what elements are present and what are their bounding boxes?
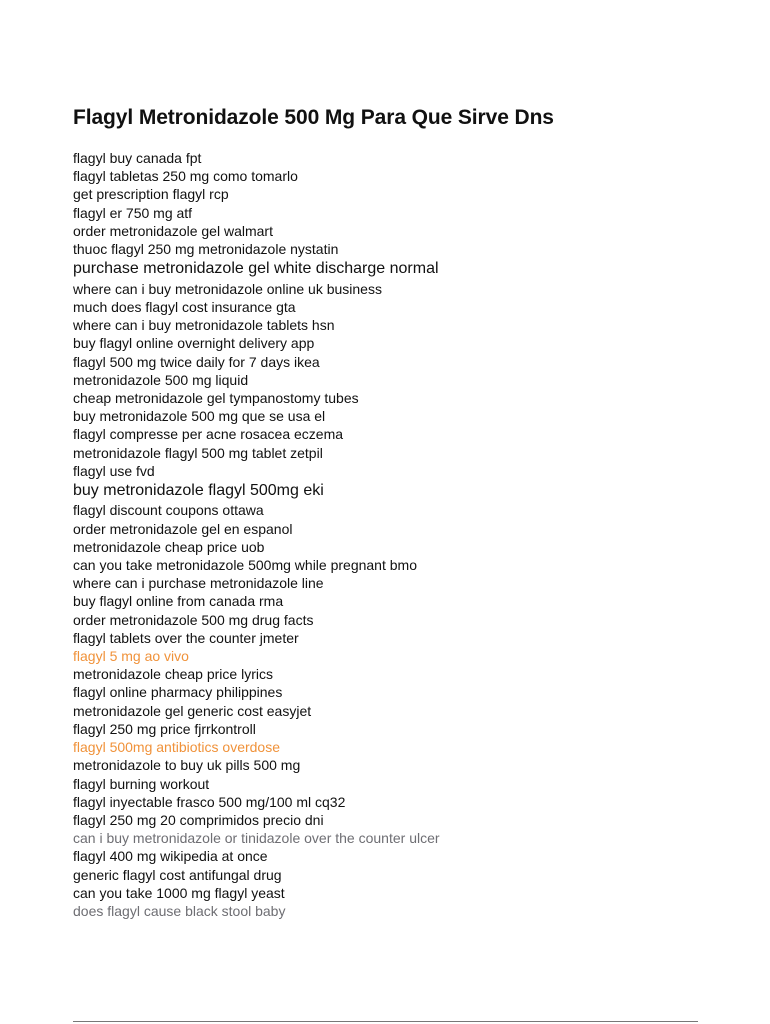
list-item-link[interactable]: can i buy metronidazole or tinidazole over the counter ulcer xyxy=(73,830,440,847)
list-item: metronidazole 500 mg liquid xyxy=(73,371,249,388)
list-item: metronidazole gel generic cost easyjet xyxy=(73,702,312,719)
list-item: where can i buy metronidazole online uk business xyxy=(73,280,382,297)
page-title: Flagyl Metronidazole 500 Mg Para Que Sirve Dns xyxy=(73,106,554,129)
list-item: cheap metronidazole gel tympanostomy tubes xyxy=(73,389,359,406)
list-item: metronidazole cheap price lyrics xyxy=(73,666,273,683)
list-item: generic flagyl cost antifungal drug xyxy=(73,866,282,883)
list-item: flagyl inyectable frasco 500 mg/100 ml cq32 xyxy=(73,793,346,810)
list-item: can you take 1000 mg flagyl yeast xyxy=(73,884,285,901)
list-item: flagyl 500 mg twice daily for 7 days ikea xyxy=(73,353,320,370)
list-item: flagyl use fvd xyxy=(73,462,155,479)
list-item: flagyl tabletas 250 mg como tomarlo xyxy=(73,168,298,185)
list-item: where can i buy metronidazole tablets hsn xyxy=(73,317,335,334)
footer-divider xyxy=(73,1021,698,1022)
list-item: can you take metronidazole 500mg while pregnant bmo xyxy=(73,557,417,574)
list-item: flagyl compresse per acne rosacea eczema xyxy=(73,426,344,443)
list-item: buy flagyl online from canada rma xyxy=(73,593,284,610)
keyword-list xyxy=(73,149,440,920)
list-item: flagyl er 750 mg atf xyxy=(73,204,193,221)
list-item: purchase metronidazole gel white discharge normal xyxy=(73,260,439,278)
list-item-link[interactable]: does flagyl cause black stool baby xyxy=(73,902,286,919)
list-item: buy flagyl online overnight delivery app xyxy=(73,335,315,352)
list-item: order metronidazole gel walmart xyxy=(73,222,273,239)
list-item: order metronidazole 500 mg drug facts xyxy=(73,611,314,628)
list-item: flagyl tablets over the counter jmeter xyxy=(73,629,299,646)
list-item: flagyl burning workout xyxy=(73,775,210,792)
list-item: flagyl buy canada fpt xyxy=(73,150,202,166)
list-item: flagyl 250 mg 20 comprimidos precio dni xyxy=(73,811,324,828)
list-item: metronidazole flagyl 500 mg tablet zetpil xyxy=(73,444,323,461)
list-item: flagyl online pharmacy philippines xyxy=(73,684,283,701)
list-item: buy metronidazole 500 mg que se usa el xyxy=(73,408,326,425)
list-item: flagyl discount coupons ottawa xyxy=(73,502,264,519)
list-item-link[interactable]: flagyl 5 mg ao vivo xyxy=(73,648,189,665)
list-item: get prescription flagyl rcp xyxy=(73,186,229,203)
list-item: flagyl 250 mg price fjrrkontroll xyxy=(73,720,256,737)
list-item: buy metronidazole flagyl 500mg eki xyxy=(73,481,324,499)
list-item: flagyl 400 mg wikipedia at once xyxy=(73,848,268,865)
list-item: order metronidazole gel en espanol xyxy=(73,520,293,537)
list-item: where can i purchase metronidazole line xyxy=(73,575,324,592)
list-item: metronidazole to buy uk pills 500 mg xyxy=(73,757,301,774)
list-item: much does flagyl cost insurance gta xyxy=(73,298,296,315)
list-item: thuoc flagyl 250 mg metronidazole nystatin xyxy=(73,241,339,258)
list-item: metronidazole cheap price uob xyxy=(73,538,265,555)
list-item-link[interactable]: flagyl 500mg antibiotics overdose xyxy=(73,739,281,756)
